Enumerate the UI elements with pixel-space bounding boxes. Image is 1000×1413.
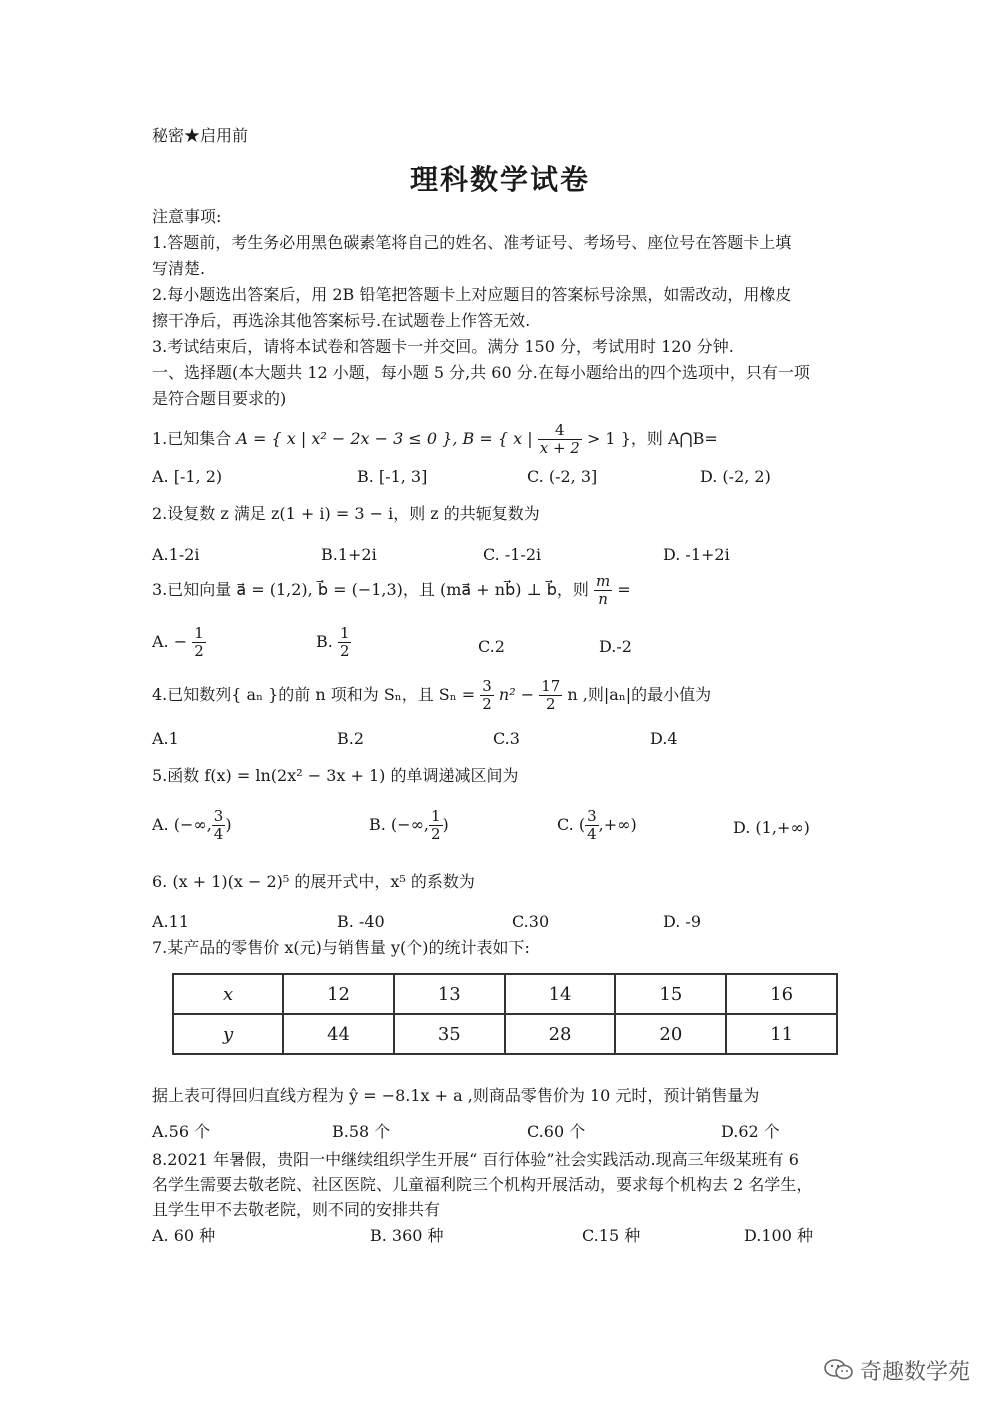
q3-fraction [594, 573, 612, 608]
q4-frac-2 [539, 678, 562, 713]
notice-line: 2.每小题选出答案后，用 2B 铅笔把答题卡上对应题目的答案标号涂黑，如需改动，用橡皮 [152, 285, 792, 304]
statistics-table [172, 973, 838, 1055]
option-d: D.100 种 [744, 1226, 813, 1245]
table-cell: 35 [394, 1014, 505, 1054]
table-cell: 20 [615, 1014, 726, 1054]
q3-frac-num: m [595, 572, 611, 590]
option-b: B. [-1, 3] [357, 467, 428, 486]
option-d: D.4 [650, 729, 678, 748]
option-b [369, 808, 449, 843]
q5-opt-a-frac [212, 808, 226, 843]
notice-line: 3.考试结束后，请将本试卷和答题卡一并交回。满分 150 分，考试用时 120 分钟. [152, 337, 734, 356]
option-d: D. -1+2i [663, 545, 730, 564]
q1-set-a: A = { x | x² − 2x − 3 ≤ 0 } [236, 429, 453, 448]
q3-opt-a-frac [192, 625, 206, 660]
q3-frac-den: n [598, 590, 608, 608]
frac-num: 17 [541, 677, 561, 695]
question-5: 5.函数 f(x) = ln(2x² − 3x + 1) 的单调递减区间为 [152, 766, 519, 785]
option-c: C.3 [493, 729, 520, 748]
question-7: 7.某产品的零售价 x(元)与销售量 y(个)的统计表如下: [152, 938, 530, 957]
option-c: C.30 [512, 912, 550, 931]
question-1 [152, 422, 718, 457]
frac-num: 1 [431, 807, 441, 825]
section-heading: 一、选择题(本大题共 12 小题，每小题 5 分,共 60 分.在每小题给出的四个选项中，只有一项 [152, 363, 810, 382]
q1-fraction [538, 422, 582, 457]
notice-line: 擦干净后，再选涂其他答案标号.在试题卷上作答无效. [152, 311, 531, 330]
frac-den: 4 [587, 825, 597, 843]
frac-den: 2 [339, 642, 350, 660]
notice-line: 1.答题前，考生务必用黑色碳素笔将自己的姓名、准考证号、考场号、座位号在答题卡上填 [152, 233, 792, 252]
option-c: C.15 种 [582, 1226, 641, 1245]
q3-eq: = [617, 580, 631, 599]
frac-num: 3 [213, 807, 224, 825]
frac-num: 3 [482, 677, 492, 695]
q7-regression-text: 据上表可得回归直线方程为 ŷ = −8.1x + a ,则商品零售价为 10 元时，预计销售量为 [152, 1086, 760, 1105]
q5-opt-a-pre: A. (−∞, [152, 815, 212, 834]
q5-opt-b-frac [429, 808, 443, 843]
frac-den: 2 [482, 695, 492, 713]
q1-set-b-pre: , B = { x | [452, 429, 533, 448]
frac-den: 2 [545, 695, 556, 713]
q3-opt-a-label: A. [152, 632, 169, 651]
table-cell: 13 [394, 974, 505, 1014]
option-b [316, 625, 351, 660]
frac-num: 1 [339, 624, 350, 642]
question-4 [152, 678, 711, 713]
option-a [152, 625, 206, 660]
option-b: B.1+2i [321, 545, 377, 564]
question-6: 6. (x + 1)(x − 2)⁵ 的展开式中，x⁵ 的系数为 [152, 872, 475, 891]
q5-opt-b-post: ) [442, 815, 449, 834]
q4-frac-1 [480, 678, 494, 713]
option-d: D. (1,+∞) [733, 818, 810, 837]
notice-line: 写清楚. [152, 259, 206, 278]
table-cell: x [173, 974, 283, 1014]
q3-text: 3.已知向量 a⃗ = (1,2), b⃗ = (−1,3)，且 (ma⃗ + nb⃗) ⊥ b⃗，则 [152, 580, 589, 599]
question-8-cont: 名学生需要去敬老院、社区医院、儿童福利院三个机构开展活动，要求每个机构去 2 名学生， [152, 1175, 813, 1194]
option-c: C.60 个 [527, 1122, 586, 1141]
notice-heading: 注意事项: [152, 207, 222, 226]
option-c: C. -1-2i [483, 545, 542, 564]
q1-suffix: ，则 A⋂B= [630, 429, 718, 448]
table-row [173, 974, 837, 1014]
q5-opt-c-pre: C. ( [557, 815, 586, 834]
confidential-mark: 秘密★启用前 [152, 126, 249, 145]
table-cell: 11 [726, 1014, 837, 1054]
table-cell: y [173, 1014, 283, 1054]
watermark-text: 奇趣数学苑 [859, 1360, 970, 1385]
q4-mid: n² − [498, 685, 535, 704]
q4-post: n ,则|aₙ|的最小值为 [567, 685, 712, 704]
option-c: C. (-2, 3] [527, 467, 598, 486]
watermark [824, 1355, 970, 1388]
option-a: A.1 [152, 729, 179, 748]
wechat-icon [824, 1358, 854, 1388]
table-row [173, 1014, 837, 1054]
option-c: C.2 [478, 637, 505, 656]
question-8-cont: 且学生甲不去敬老院，则不同的安排共有 [152, 1200, 441, 1219]
table-cell: 16 [726, 974, 837, 1014]
option-d: D.62 个 [721, 1122, 780, 1141]
option-b: B.58 个 [332, 1122, 391, 1141]
option-d: D. -9 [663, 912, 702, 931]
q5-opt-c-post: ,+∞) [598, 815, 637, 834]
option-a: A.11 [152, 912, 189, 931]
q5-opt-c-frac [585, 808, 599, 843]
q4-pre: 4.已知数列{ aₙ }的前 n 项和为 Sₙ，且 Sₙ = [152, 685, 476, 704]
q1-set-b-post: > 1 } [586, 429, 631, 448]
page-title: 理科数学试卷 [409, 163, 590, 196]
q3-opt-a-sign: − [173, 632, 188, 651]
question-3 [152, 573, 631, 608]
frac-num: 3 [587, 807, 597, 825]
option-c [557, 808, 637, 843]
option-a: A.1-2i [152, 545, 200, 564]
option-b: B. 360 种 [370, 1226, 444, 1245]
option-d: D.-2 [599, 637, 632, 656]
table-cell: 44 [283, 1014, 394, 1054]
q1-frac-num: 4 [538, 422, 582, 440]
section-heading-cont: 是符合题目要求的) [152, 389, 287, 408]
question-8: 8.2021 年暑假，贵阳一中继续组织学生开展“ 百行体验”社会实践活动.现高三年级某班有 6 [152, 1150, 799, 1169]
q3-opt-b-label: B. [316, 632, 333, 651]
table-cell: 12 [283, 974, 394, 1014]
frac-num: 1 [194, 624, 204, 642]
frac-den: 2 [431, 825, 441, 843]
q5-opt-b-pre: B. (−∞, [369, 815, 429, 834]
table-cell: 28 [505, 1014, 616, 1054]
table-cell: 15 [615, 974, 726, 1014]
option-a: A. [-1, 2) [152, 467, 223, 486]
option-a: A.56 个 [152, 1122, 211, 1141]
option-d: D. (-2, 2) [700, 467, 771, 486]
q1-frac-den: x + 2 [539, 439, 580, 457]
q3-opt-b-frac [338, 625, 352, 660]
option-b: B.2 [337, 729, 365, 748]
option-a: A. 60 种 [152, 1226, 216, 1245]
question-2: 2.设复数 z 满足 z(1 + i) = 3 − i，则 z 的共轭复数为 [152, 504, 540, 523]
frac-den: 2 [194, 642, 204, 660]
table-cell: 14 [505, 974, 616, 1014]
option-b: B. -40 [337, 912, 385, 931]
q1-prefix: 1.已知集合 [152, 429, 232, 448]
q5-opt-a-post: ) [225, 815, 232, 834]
frac-den: 4 [213, 825, 224, 843]
option-a [152, 808, 232, 843]
